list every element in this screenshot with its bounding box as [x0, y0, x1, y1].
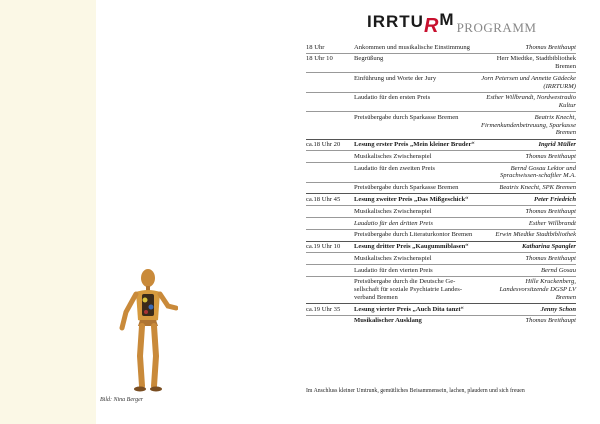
row-time: ca.19 Uhr 10: [306, 243, 341, 251]
schedule-row: [306, 163, 576, 183]
row-time: [306, 255, 354, 263]
row-time: [306, 114, 354, 137]
schedule-row: [306, 54, 576, 74]
row-time: [306, 75, 354, 91]
schedule-row: [306, 93, 576, 113]
row-time: [306, 208, 354, 216]
schedule-row: [306, 140, 576, 152]
schedule-row: [306, 112, 576, 139]
schedule-row: [306, 230, 576, 242]
programm-title: PROGRAMM: [456, 20, 537, 35]
row-person: Thomas Breithaupt: [525, 207, 576, 215]
logo-irrtu: IRRTU: [367, 12, 424, 31]
row-person: Katharina Spangler: [521, 243, 576, 251]
schedule-row: [306, 73, 576, 93]
row-time: ca.19 Uhr 35: [306, 305, 341, 313]
row-time: [306, 153, 354, 161]
schedule-row: [306, 265, 576, 277]
row-time: ca.18 Uhr 20: [306, 141, 341, 149]
row-person: Thomas Breithaupt: [525, 317, 576, 325]
row-time: [306, 278, 354, 301]
row-person: Esther Willbrandt, Nordwestradio Kultur: [486, 94, 576, 110]
row-event: Preisübergabe durch Literaturkontor Bremen: [354, 231, 473, 239]
left-cream-panel: [0, 0, 96, 424]
row-event: Laudatio für den vierten Preis: [354, 266, 433, 274]
program-schedule: [306, 42, 576, 327]
row-person: Peter Friedrich: [534, 195, 576, 203]
row-time: ca.18 Uhr 45: [306, 195, 341, 203]
row-time: [306, 165, 354, 181]
row-person: Thomas Breithaupt: [525, 152, 576, 160]
row-time: [306, 220, 354, 228]
logo-r: R: [423, 15, 440, 37]
row-time: [306, 184, 354, 192]
row-event: Lesung vierter Preis „Auch Dita tanzt“: [354, 305, 464, 313]
schedule-row: [306, 242, 576, 254]
row-event: Musikalisches Zwischenspiel: [354, 207, 432, 215]
row-time: [306, 267, 354, 275]
row-event: Laudatio für den zweiten Preis: [354, 164, 435, 172]
row-person: Bernd Gosau Lektor und Sprachwissen-schaftler M.A.: [499, 164, 576, 180]
row-time: [306, 317, 354, 325]
row-person: Bernd Gosau: [541, 266, 576, 274]
row-person: Beatrix Knecht, Firmenkundenbetreuung, Sparkasse Bremen: [481, 113, 576, 137]
row-event: Musikalisches Zwischenspiel: [354, 254, 432, 262]
schedule-row: [306, 218, 576, 230]
row-event: Lesung zweiter Preis „Das Mißgeschick“: [354, 195, 469, 203]
photo-caption: Bild: Nina Berger: [100, 397, 144, 403]
schedule-row: [306, 316, 576, 327]
row-event: Lesung dritter Preis „Kaugummiblasen“: [354, 243, 469, 251]
row-person: Thomas Breithaupt: [525, 43, 576, 51]
schedule-row: [306, 206, 576, 218]
wooden-mannequin-image: [118, 268, 178, 393]
row-event: Lesung erster Preis „Mein kleiner Bruder“: [354, 141, 475, 149]
schedule-row: [306, 183, 576, 195]
row-person: Esther Willbrandt: [528, 219, 576, 227]
row-person: Herr Miedtke, Stadtbibliothek Bremen: [496, 55, 576, 71]
row-time: [306, 231, 354, 239]
row-person: Thomas Breithaupt: [525, 254, 576, 262]
row-person: Hille Kruckenberg, Landesvorsitzende DGSP LV Bremen: [499, 278, 576, 301]
row-person: Erwin Miedtke Stadtbibliothek: [495, 231, 576, 239]
closing-note: Im Anschluss kleiner Umtrunk, gemütliches Beisammensein, lachen, plaudern und sich freuen: [306, 388, 525, 394]
row-event: Preisübergabe durch die Deutsche Ge-sellschaft für soziale Psychiatrie Landes-verband Bremen: [354, 278, 463, 301]
schedule-row: [306, 194, 576, 206]
row-event: Ankommen und musikalische Einstimmung: [354, 43, 470, 51]
schedule-row: [306, 42, 576, 54]
row-event: Preisübergabe durch Sparkasse Bremen: [354, 184, 459, 192]
row-event: Laudatio für den ersten Preis: [354, 94, 431, 102]
row-time: 18 Uhr: [306, 43, 325, 51]
row-person: Jorn Petersen und Annette Gädecke (IRRTURM): [481, 74, 576, 90]
row-event: Laudatio für den dritten Preis: [354, 219, 433, 227]
row-person: Beatrix Knecht, SPK Bremen: [499, 184, 576, 192]
row-event: Einführung und Worte der Jury: [354, 74, 437, 82]
row-event: Musikalischer Ausklang: [354, 317, 422, 325]
row-event: Preisübergabe durch Sparkasse Bremen: [354, 113, 459, 121]
schedule-row: [306, 151, 576, 163]
row-time: 18 Uhr 10: [306, 55, 333, 63]
row-time: [306, 94, 354, 110]
logo-m: M: [439, 10, 455, 29]
schedule-row: [306, 253, 576, 265]
row-person: Ingrid Müller: [538, 141, 576, 149]
row-event: Begrüßung: [354, 55, 384, 63]
row-person: Jenny Schon: [540, 305, 576, 313]
irrturm-logo: [367, 10, 536, 40]
schedule-row: [306, 304, 576, 316]
schedule-row: [306, 277, 576, 304]
row-event: Musikalisches Zwischenspiel: [354, 152, 432, 160]
